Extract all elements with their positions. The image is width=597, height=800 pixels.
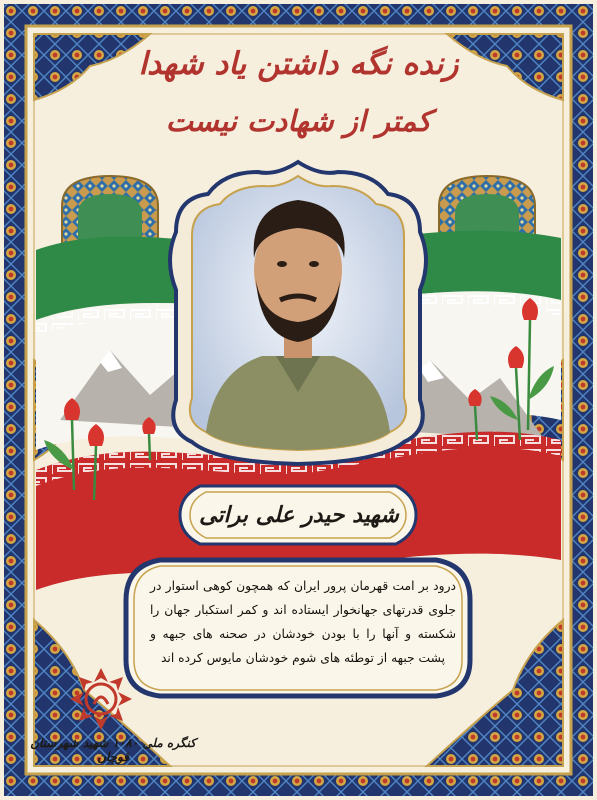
headline-line-1: زنده نگه داشتن یاد شهدا [138, 46, 459, 82]
headline-line-2: کمتر از شهادت نیست [165, 104, 432, 138]
name-plate [181, 486, 417, 544]
martyr-name: شهید حیدر علی براتی [199, 502, 399, 528]
congress-label: کنگره ملی ۱۰۸۰ شهید شهرستان قوچان [30, 736, 196, 764]
tribute-message: درود بر امت قهرمان پرور ایران که همچون کوهی استوار در جلوی قدرتهای جهانخوار ایستاده اند و کمر استکبار جهان را شکسته و آنها را با بودن خودشان در صحنه های جبهه و پشت جبهه از توطئه های شوم خودشان مایوس کرده اند [150, 579, 456, 665]
congress-emblem-icon [66, 664, 136, 734]
